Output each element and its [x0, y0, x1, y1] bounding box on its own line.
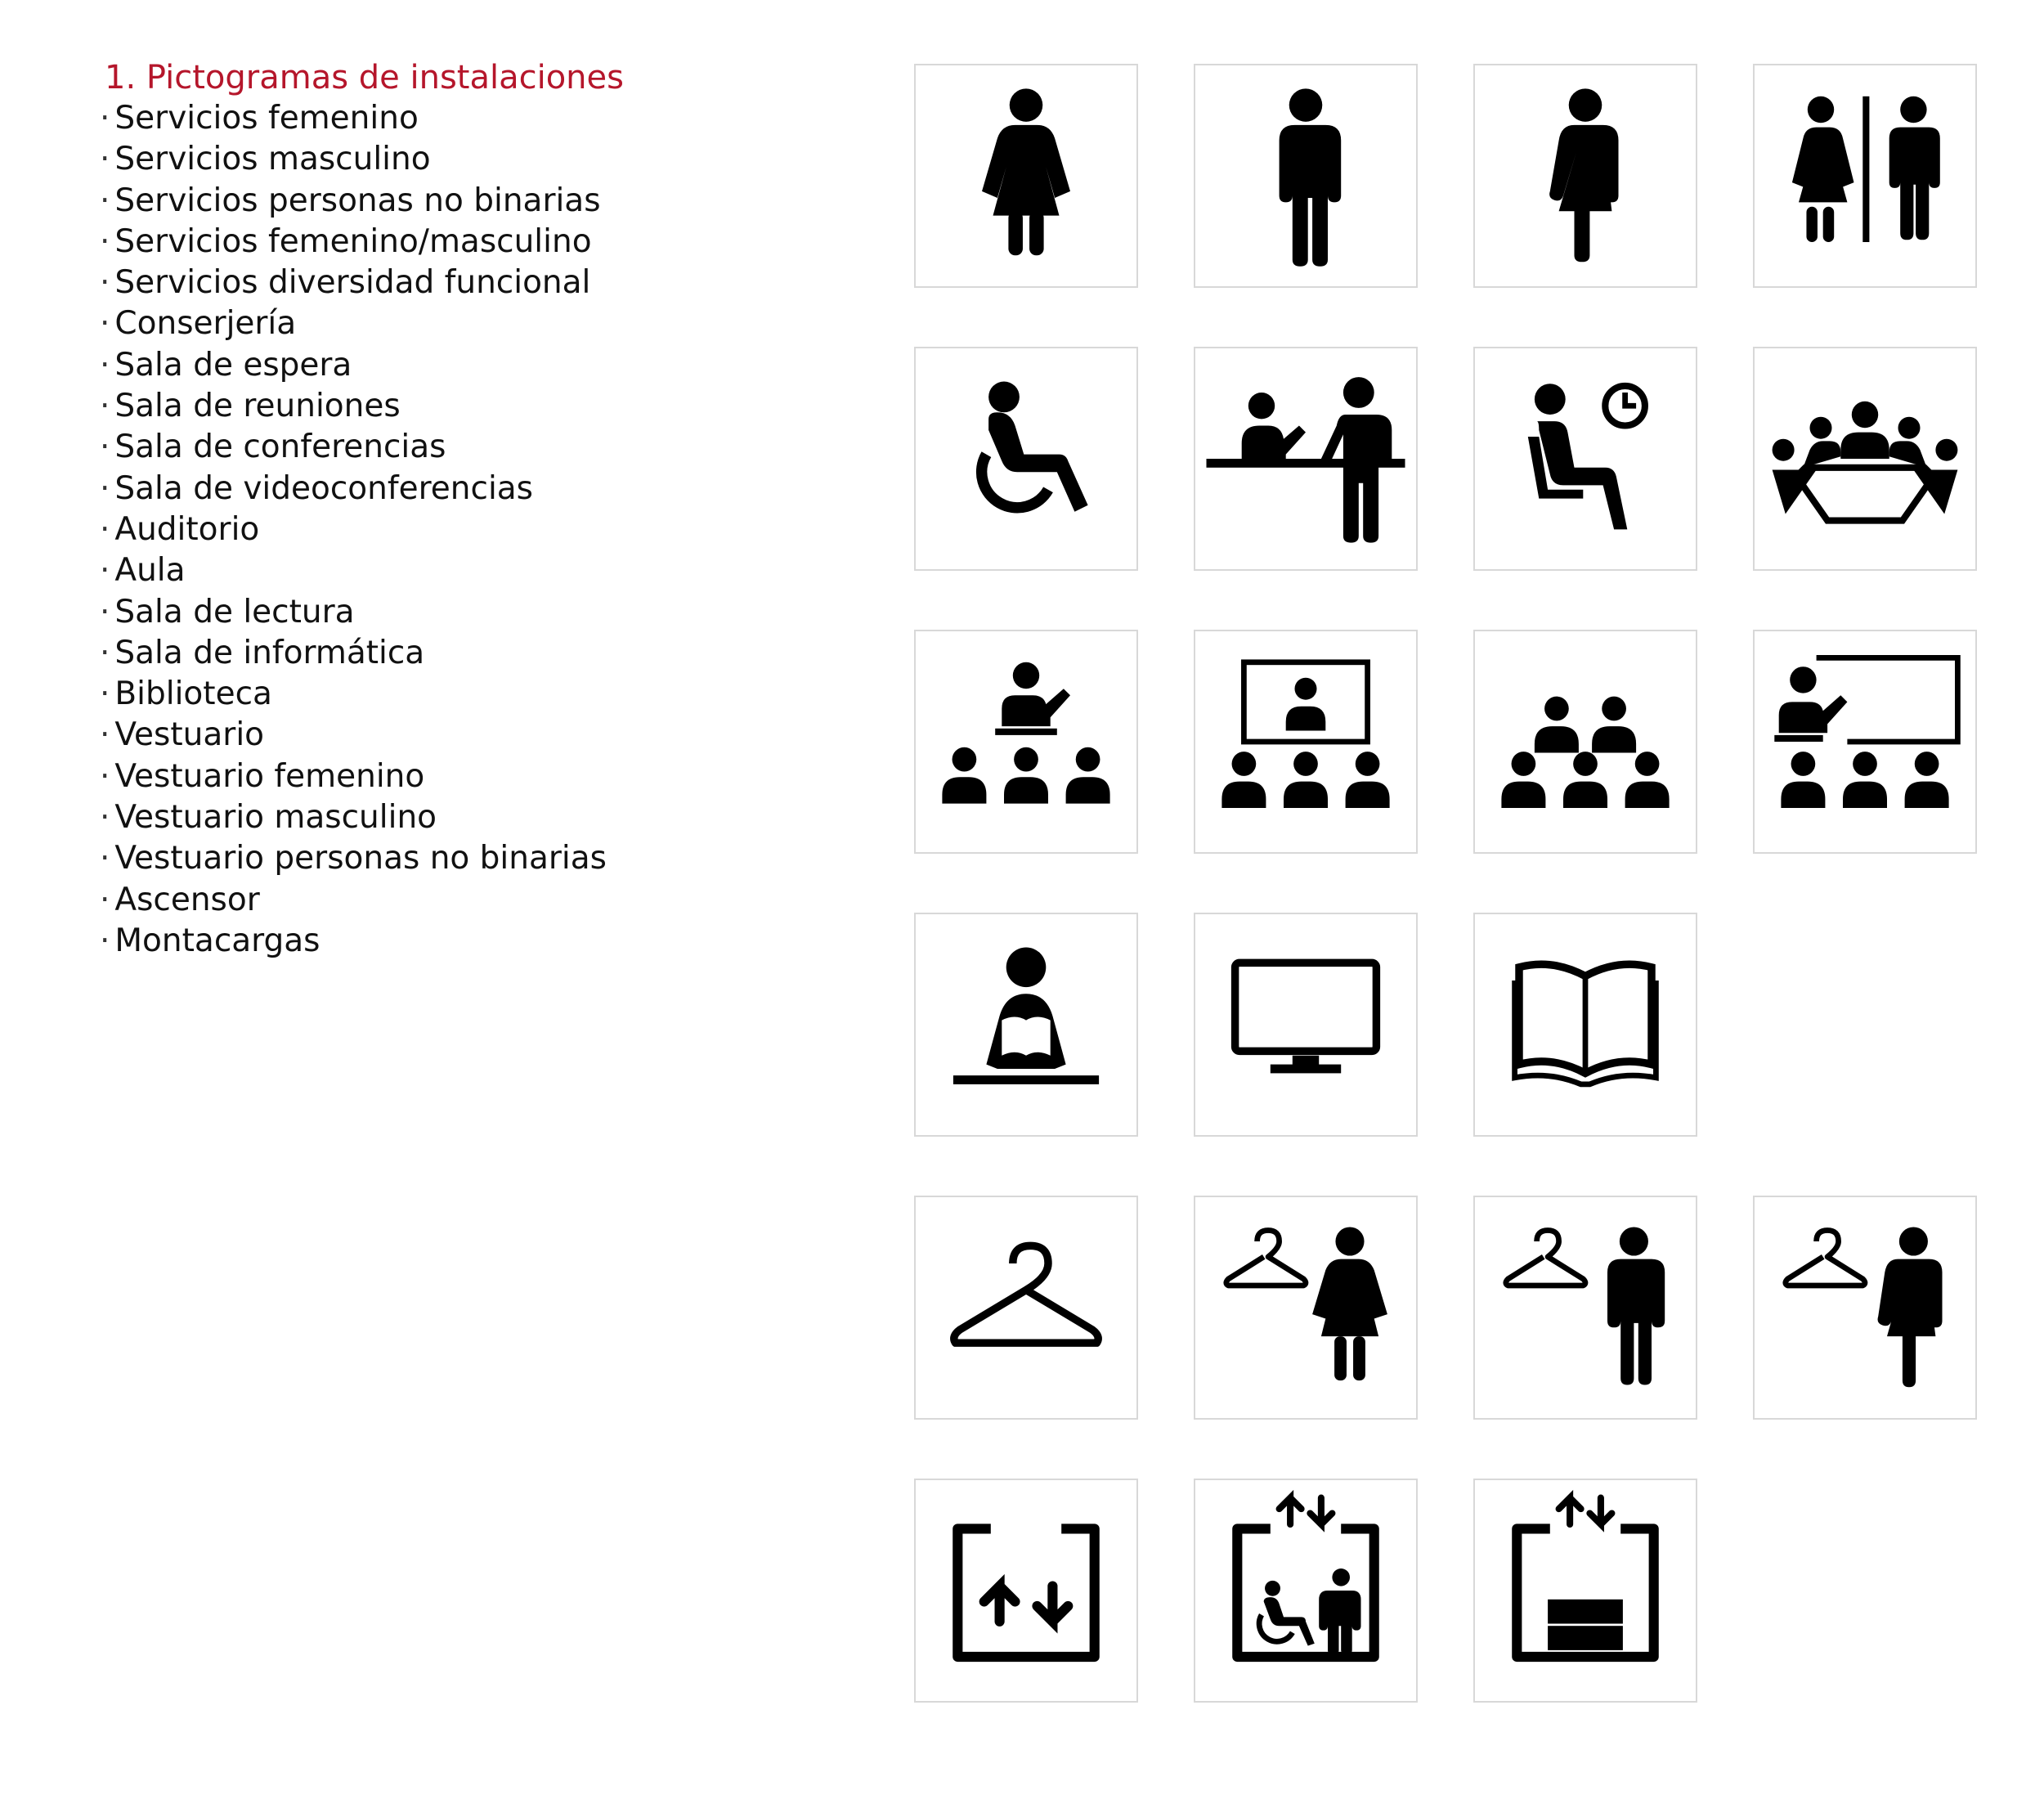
videoconference-icon	[1194, 630, 1418, 854]
list-item: · Sala de informática	[100, 634, 425, 671]
waiting-room-icon	[1473, 347, 1697, 571]
conference-icon	[914, 630, 1138, 854]
list-item: · Sala de espera	[100, 346, 352, 384]
list-item: · Montacargas	[100, 922, 320, 959]
list-item: · Vestuario femenino	[100, 757, 425, 795]
meeting-room-icon	[1753, 347, 1977, 571]
list-item: · Aula	[100, 552, 186, 590]
list-item: · Biblioteca	[100, 675, 272, 713]
nonbinary-restroom-icon	[1473, 64, 1697, 288]
elevator-icon	[914, 1479, 1138, 1703]
reception-desk-icon	[1194, 347, 1418, 571]
list-item: · Sala de reuniones	[100, 388, 401, 425]
pictogram-list	[100, 98, 836, 962]
hanger-male-icon	[1473, 1196, 1697, 1420]
pictogram-legend	[100, 57, 836, 962]
list-item: · Sala de conferencias	[100, 429, 446, 466]
female-restroom-icon	[914, 64, 1138, 288]
reading-room-icon	[914, 913, 1138, 1137]
male-restroom-icon	[1194, 64, 1418, 288]
list-item: · Auditorio	[100, 510, 260, 548]
list-item: · Servicios diversidad funcional	[100, 264, 591, 302]
section-title: 1. Pictogramas de instalaciones	[105, 59, 624, 96]
freight-elevator-icon	[1473, 1479, 1697, 1703]
hanger-icon	[914, 1196, 1138, 1420]
pictogram-grid	[914, 64, 1977, 1699]
list-item: · Conserjería	[100, 305, 297, 343]
hanger-female-icon	[1194, 1196, 1418, 1420]
list-item: · Vestuario personas no binarias	[100, 840, 607, 877]
open-book-icon	[1473, 913, 1697, 1137]
list-item: · Servicios femenino/masculino	[100, 222, 592, 260]
list-item: · Servicios masculino	[100, 141, 431, 178]
wheelchair-icon	[914, 347, 1138, 571]
elevator-people-icon	[1194, 1479, 1418, 1703]
hanger-nonbinary-icon	[1753, 1196, 1977, 1420]
list-item: · Sala de lectura	[100, 593, 355, 631]
list-item: · Servicios femenino	[100, 100, 419, 137]
classroom-icon	[1753, 630, 1977, 854]
list-item: · Vestuario masculino	[100, 799, 437, 837]
list-item: · Ascensor	[100, 881, 260, 918]
list-item: · Sala de videoconferencias	[100, 469, 533, 507]
auditorium-icon	[1473, 630, 1697, 854]
computer-monitor-icon	[1194, 913, 1418, 1137]
unisex-restroom-icon	[1753, 64, 1977, 288]
list-item: · Servicios personas no binarias	[100, 182, 601, 219]
list-item: · Vestuario	[100, 716, 265, 754]
